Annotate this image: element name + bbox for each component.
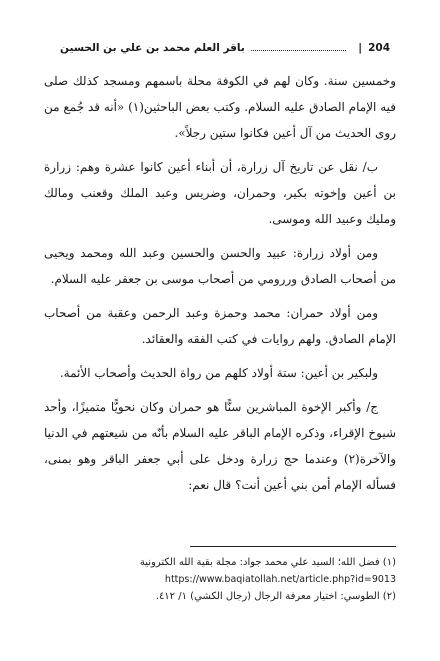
paragraph-2: ب/ نقل عن تاريخ آل زرارة، أن أبناء أعين كانوا عشرة وهم: زرارة بن أعين وإخوته بكير، وحمران، وضريس وعبد الملك وقعنب ومالك ومليك وعبيد الله وموسى. — [44, 160, 396, 226]
page-number: 204 — [368, 42, 390, 54]
footnote-1: (١) فضل الله؛ السيد علي محمد جواد: مجلة بقية الله الكترونية — [139, 557, 396, 568]
header-dotted-leader — [251, 50, 346, 51]
footnote-divider — [190, 546, 396, 547]
running-header — [60, 40, 390, 56]
paragraph-1: وخمسين سنة. وكان لهم في الكوفة محلة باسمهم ومسجد كذلك صلى فيه الإمام الصادق عليه السلام. وكتب بعض الباحثين(١) «أنه قد جُمع من روى الحديث من آل أعين فكانوا ستين رجلاً». — [44, 74, 396, 140]
footnotes — [44, 554, 396, 605]
paragraph-6: ج/ وأكبر الإخوة المباشرين سنًّا هو حمران وكان نحويًّا متميزًا، وأحد شيوخ الإقراء، وذكره الإمام الباقر عليه السلام بأنّه من شيعتهم في الدنيا والآخرة(٢) وعندما حج زرارة ودخل على أبي جعفر الباقر وهو بمنى، فسأله الإمام أمن بني أعين أنت؟ قال نعم: — [44, 400, 397, 492]
main-text — [44, 68, 396, 506]
footnote-2: (٢) الطوسي: اختيار معرفة الرجال (رجال الكشي) ١/ ٤١٢. — [155, 591, 396, 602]
header-separator: | — [358, 42, 363, 54]
paragraph-3: ومن أولاد زرارة: عبيد والحسن والحسين وعبد الله ومحمد ويحيى من أصحاب الصادق وررومي من أصحاب موسى بن جعفر عليه السلام. — [44, 246, 396, 286]
paragraph-5: ولبكير بن أعين: ستة أولاد كلهم من رواة الحديث وأصحاب الأئمة. — [59, 366, 378, 380]
footnote-1-url[interactable]: https://www.baqiatollah.net/article.php?id=9013 — [164, 574, 396, 585]
paragraph-4: ومن أولاد حمران: محمد وحمزة وعبد الرحمن وعقبة من أصحاب الإمام الصادق. ولهم روايات في كتب الفقه والعقائد. — [44, 306, 396, 346]
book-title: باقر العلم محمد بن علي بن الحسين — [60, 42, 245, 54]
